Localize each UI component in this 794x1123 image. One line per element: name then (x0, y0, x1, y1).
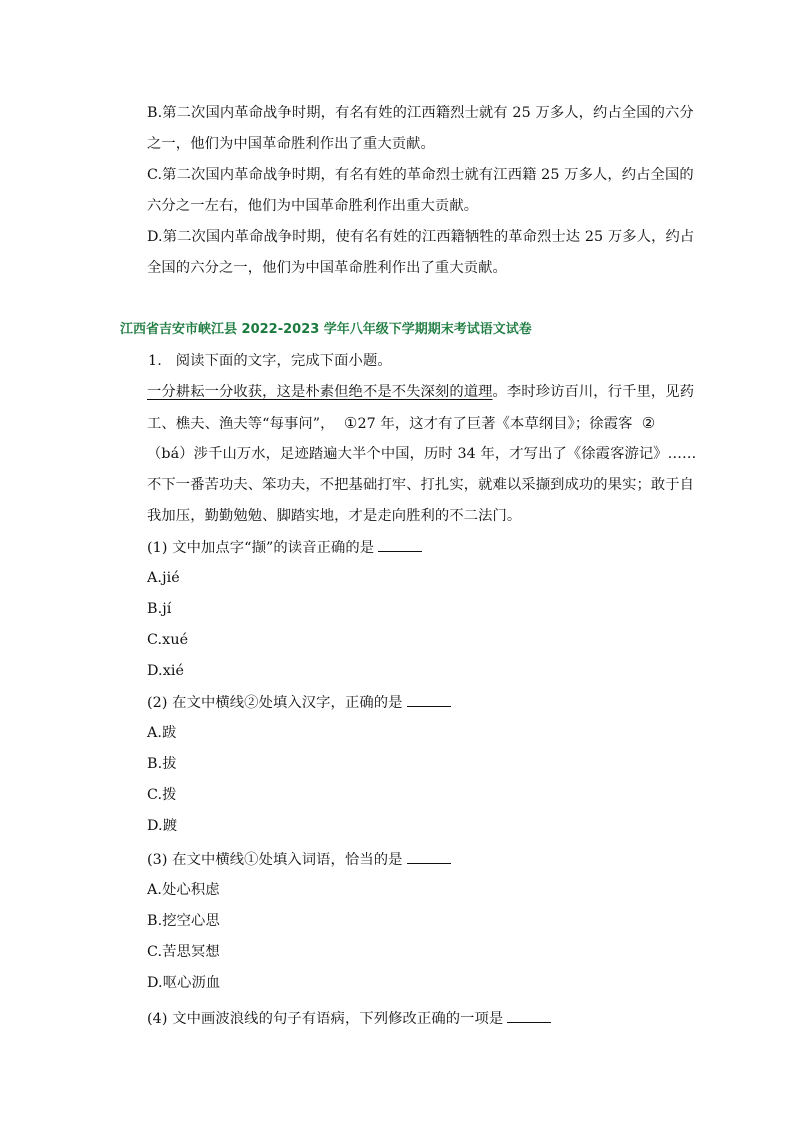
answer-blank[interactable] (407, 692, 451, 707)
passage-line-4: 不下一番苦功夫、笨功夫，不把基础打牢、打扎实，就难以采撷到成功的果实；敢于自 (147, 477, 695, 493)
sub-question-4 (147, 1008, 551, 1029)
question-instruction-line (148, 351, 392, 371)
question-instruction: 阅读下面的文字，完成下面小题。 (175, 353, 392, 369)
passage-line-3: （bá）涉千山万水，足迹踏遍大半个中国，历时 34 年，才写出了《徐霞客游记》…… (147, 446, 697, 462)
answer-blank[interactable] (507, 1008, 551, 1023)
option-c-line2: 六分之一左右，他们为中国革命胜利作出重大贡献。 (147, 198, 479, 214)
passage-line-5: 我加压，勤勤勉勉、脚踏实地，才是走向胜利的不二法门。 (147, 508, 522, 524)
answer-option: D.xié (147, 663, 185, 679)
passage-line-1 (147, 382, 694, 402)
answer-option: B.挖空心思 (147, 913, 220, 929)
sub-question-label: (4) 文中画波浪线的句子有语病，下列修改正确的一项是 (147, 1011, 504, 1027)
answer-option: A.跋 (147, 725, 177, 741)
blank-marker-2: ② (641, 414, 656, 432)
answer-option: C.苦思冥想 (147, 944, 220, 960)
sub-question-2 (147, 692, 451, 713)
answer-option: A.jié (147, 570, 180, 586)
option-b-line2: 之一，他们为中国革命胜利作出了重大贡献。 (147, 136, 435, 152)
sub-question-3 (147, 849, 451, 870)
answer-option: B.拔 (147, 756, 177, 772)
answer-blank[interactable] (378, 537, 422, 552)
passage-text: 。李时珍访百川，行千里，见药 (492, 384, 695, 400)
sub-question-1 (147, 537, 422, 558)
option-d-line2: 全国的六分之一，他们为中国革命胜利作出了重大贡献。 (147, 260, 507, 276)
answer-option: C.拨 (147, 787, 177, 803)
answer-option: A.处心积虑 (147, 882, 220, 898)
answer-option: D.踱 (147, 818, 178, 834)
answer-option: C.xué (147, 632, 189, 648)
sub-question-label: (2) 在文中横线②处填入汉字，正确的是 (147, 695, 403, 711)
question-number: 1. (148, 353, 162, 369)
passage-text: 27 年，这才有了巨著《本草纲目》；徐霞客 (357, 416, 633, 432)
sub-question-label: (1) 文中加点字“撷”的读音正确的是 (147, 540, 375, 556)
blank-marker-1: ① (343, 414, 358, 432)
exam-section-title: 江西省吉安市峡江县 2022-2023 学年八年级下学期期末考试语文试卷 (120, 322, 532, 337)
option-b-line1: B.第二次国内革命战争时期，有名有姓的江西籍烈士就有 25 万多人，约占全国的六分 (147, 105, 694, 121)
option-d-line1: D.第二次国内革命战争时期，使有名有姓的江西籍牺牲的革命烈士达 25 万多人，约占 (147, 229, 695, 245)
answer-option: B.jí (147, 601, 172, 617)
answer-blank[interactable] (407, 849, 451, 864)
sub-question-label: (3) 在文中横线①处填入词语，恰当的是 (147, 852, 403, 868)
option-c-line1: C.第二次国内革命战争时期，有名有姓的革命烈士就有江西籍 25 万多人，约占全国的 (147, 167, 694, 183)
passage-text: 工、樵夫、渔夫等“每事问”， (147, 416, 335, 432)
passage-line-2 (147, 413, 655, 434)
passage-underlined-sentence: 一分耕耘一分收获，这是朴素但绝不是不失深刻的道理 (147, 384, 493, 400)
answer-option: D.呕心沥血 (147, 975, 221, 991)
